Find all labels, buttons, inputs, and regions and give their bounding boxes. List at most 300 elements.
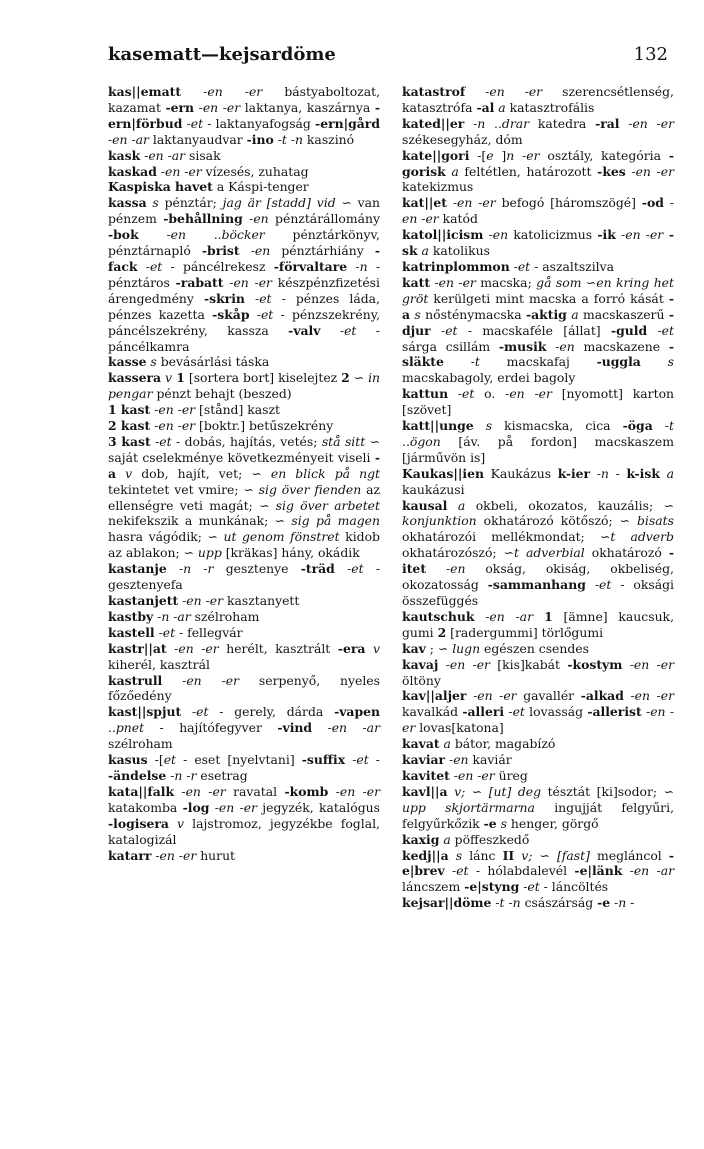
entry-segment: o. bbox=[474, 386, 506, 402]
entry-segment: ravatal bbox=[225, 783, 285, 799]
entry-segment: osztály, kategória bbox=[539, 147, 669, 163]
entry-segment: nősténymacska bbox=[420, 306, 526, 322]
entry-segment: ; bbox=[425, 640, 438, 656]
dictionary-entry bbox=[108, 418, 380, 434]
entry-segment: 1 bbox=[533, 608, 553, 624]
entry-segment: -förvaltare bbox=[273, 258, 348, 274]
entry-segment: -en -er bbox=[174, 783, 226, 799]
entry-segment: -en -er bbox=[622, 656, 675, 672]
entry-segment: -bok bbox=[108, 227, 139, 243]
entry-segment: katód bbox=[438, 211, 478, 227]
entry-segment: et bbox=[163, 752, 176, 768]
entry-segment: kaukázusi bbox=[402, 481, 465, 497]
entry-segment: ..pnet bbox=[108, 720, 145, 736]
entry-segment: -et bbox=[249, 306, 274, 322]
entry-segment: Kaukas||ien bbox=[402, 465, 485, 481]
entry-segment: -en bbox=[242, 211, 269, 227]
entry-segment: ∽ sig över fienden bbox=[243, 481, 362, 497]
entry-segment: székesegyház, dóm bbox=[402, 131, 523, 147]
entry-segment: - hólabdalevél bbox=[468, 863, 575, 879]
entry-segment: -öga bbox=[622, 418, 653, 434]
entry-segment: -en -er bbox=[466, 688, 517, 704]
entry-segment: - pénzes láda, pénzes kazetta bbox=[108, 290, 380, 322]
entry-segment: katarr bbox=[108, 847, 152, 863]
entry-segment: - aszaltszilva bbox=[530, 258, 615, 274]
entry-segment: katedra bbox=[529, 115, 596, 131]
entry-segment: -en bbox=[239, 243, 271, 259]
entry-segment: katasztrofális bbox=[505, 99, 595, 115]
entry-segment: kausal bbox=[402, 497, 448, 513]
entry-segment: a bbox=[439, 831, 451, 847]
entry-segment: s bbox=[410, 306, 421, 322]
entry-segment: -fack bbox=[108, 243, 380, 274]
dictionary-entry bbox=[402, 148, 674, 196]
dictionary-entry bbox=[108, 704, 380, 752]
entry-segment: jegyzék, katalógus bbox=[256, 799, 380, 815]
entry-segment: katt||unge bbox=[402, 418, 474, 434]
dictionary-entry bbox=[402, 259, 674, 275]
entry-segment: -en -er bbox=[150, 402, 196, 418]
entry-segment: a bbox=[417, 243, 429, 259]
entry-segment: -[ bbox=[469, 147, 487, 163]
entry-segment: lánc bbox=[462, 847, 503, 863]
entry-segment: -aktig bbox=[525, 306, 567, 322]
entry-segment: pöffeszkedő bbox=[450, 831, 530, 847]
dictionary-entry bbox=[402, 848, 674, 896]
entry-segment: -en -er bbox=[615, 227, 664, 243]
entry-segment: 2 bbox=[341, 370, 350, 386]
entry-segment: -gorisk bbox=[402, 147, 674, 179]
entry-segment: -et bbox=[647, 322, 674, 338]
dictionary-entry bbox=[402, 736, 674, 752]
entry-segment: katrinplommon bbox=[402, 258, 510, 274]
entry-segment: -släkte bbox=[402, 338, 674, 370]
entry-segment: -alleri bbox=[462, 704, 505, 720]
entry-segment: s bbox=[146, 354, 157, 370]
entry-segment: - hajítófegyver bbox=[144, 720, 278, 736]
entry-segment: - páncélrekesz bbox=[162, 258, 274, 274]
entry-segment: ∽ upp bbox=[183, 545, 222, 561]
entry-segment: -t ..ögon bbox=[402, 418, 674, 449]
entry-segment: pénztárhiány bbox=[270, 243, 375, 259]
entry-segment: készpénzfizetési árengedmény bbox=[108, 274, 380, 306]
entry-segment: -e|styng bbox=[464, 879, 520, 895]
entry-segment: öltöny bbox=[402, 672, 441, 688]
entry-segment: -n bbox=[610, 895, 627, 911]
entry-segment: kavitet bbox=[402, 767, 450, 783]
entry-segment: -itet bbox=[402, 545, 674, 577]
entry-segment: - bbox=[626, 895, 635, 911]
entry-segment: -en -ar bbox=[140, 147, 186, 163]
entry-segment: s bbox=[146, 195, 159, 211]
entry-segment: -en -er bbox=[449, 767, 495, 783]
dictionary-entry bbox=[108, 561, 380, 593]
entry-segment: - pénztáros bbox=[108, 258, 381, 290]
entry-segment: 2 bbox=[437, 624, 447, 640]
entry-segment: kaskad bbox=[108, 163, 157, 179]
dictionary-entry bbox=[402, 418, 674, 466]
entry-segment: hasra vágódik; bbox=[108, 529, 208, 545]
entry-segment: -et bbox=[154, 624, 176, 640]
entry-segment: ∽ en blick på ngt bbox=[251, 465, 381, 481]
entry-segment: kaszinó bbox=[302, 131, 355, 147]
entry-segment: -n -ar bbox=[153, 608, 191, 624]
entry-segment: [sortera bort] kiselejtez bbox=[184, 370, 342, 386]
entry-segment: v bbox=[116, 465, 133, 481]
entry-segment: e bbox=[486, 147, 494, 163]
entry-segment: ∽ lugn bbox=[437, 640, 481, 656]
entry-segment: [boktr.] betűszekrény bbox=[195, 418, 334, 434]
entry-segment: -era bbox=[337, 640, 366, 656]
entry-segment: -en -er bbox=[151, 847, 197, 863]
entry-segment: katolikus bbox=[428, 243, 490, 259]
dictionary-entry bbox=[108, 609, 380, 625]
entry-segment: -logisera bbox=[108, 815, 169, 831]
entry-segment: -en -er bbox=[162, 672, 239, 688]
entry-segment: kassa bbox=[108, 195, 147, 211]
entry-segment: -djur bbox=[402, 306, 674, 338]
entry-segment: -träd bbox=[300, 561, 335, 577]
entry-segment: -t -n bbox=[491, 895, 521, 911]
entry-segment: herélt, kasztrált bbox=[218, 640, 338, 656]
dictionary-entry bbox=[108, 593, 380, 609]
entry-segment: kavat bbox=[402, 736, 440, 752]
entry-segment: -n -r bbox=[166, 561, 214, 577]
entry-segment: okhatározói mellékmondat; bbox=[402, 529, 600, 545]
entry-segment: -en -er bbox=[623, 688, 674, 704]
entry-segment: bevásárlási táska bbox=[156, 354, 270, 370]
entry-segment: megláncol bbox=[589, 847, 669, 863]
entry-segment: -alkad bbox=[580, 688, 624, 704]
entry-segment: -od bbox=[641, 195, 664, 211]
entry-segment: láncszem bbox=[402, 879, 465, 895]
entry-segment: kastanje bbox=[108, 561, 167, 577]
entry-segment: -vind bbox=[277, 720, 313, 736]
left-column bbox=[108, 84, 380, 863]
dictionary-entry bbox=[402, 895, 674, 911]
entry-segment: serpenyő, nyeles főzőedény bbox=[108, 672, 380, 704]
entry-segment: -en -er bbox=[430, 274, 476, 290]
entry-segment: s bbox=[473, 418, 493, 434]
entry-segment: kerülgeti mint macska a forró kását bbox=[428, 290, 669, 306]
dictionary-entry bbox=[402, 784, 674, 832]
entry-segment: szélroham bbox=[190, 608, 260, 624]
entry-segment: s bbox=[496, 815, 507, 831]
page-number: 132 bbox=[633, 44, 668, 65]
entry-segment: -guld bbox=[610, 322, 648, 338]
entry-segment: kastrull bbox=[108, 672, 163, 688]
entry-segment: kassera bbox=[108, 370, 162, 386]
entry-segment: - páncélkamra bbox=[108, 322, 380, 354]
entry-segment: a bbox=[566, 306, 579, 322]
entry-segment: -et bbox=[181, 704, 209, 720]
entry-segment: katt bbox=[402, 274, 431, 290]
entry-segment: -musik bbox=[498, 338, 547, 354]
entry-segment: - laktanyafogság bbox=[203, 115, 316, 131]
entry-segment: ∽ sig över arbetet bbox=[259, 497, 380, 513]
entry-segment: -en -er bbox=[402, 195, 674, 227]
entry-segment: v bbox=[168, 815, 185, 831]
entry-segment: a Káspi-tenger bbox=[212, 179, 309, 195]
entry-segment: katastrof bbox=[402, 84, 466, 99]
entry-segment: ] bbox=[493, 147, 507, 163]
entry-segment: -en -er bbox=[156, 163, 202, 179]
entry-segment: kismacska, cica bbox=[492, 418, 623, 434]
entry-segment: - láncöltés bbox=[539, 879, 609, 895]
entry-segment: -et bbox=[137, 258, 163, 274]
entry-segment: kedj||a bbox=[402, 847, 449, 863]
entry-segment: -en -er bbox=[328, 783, 380, 799]
dictionary-entry bbox=[108, 195, 380, 354]
entry-segment: esetrag bbox=[196, 767, 248, 783]
entry-segment: -en -er bbox=[625, 163, 674, 179]
entry-segment: -sammanhang bbox=[487, 577, 586, 593]
entry-segment: saját cselekménye következményeit viseli bbox=[108, 449, 375, 465]
entry-segment: ∽ upp skjortärmarna bbox=[402, 783, 674, 815]
entry-segment: -kostym bbox=[567, 656, 623, 672]
entry-segment: ∽t adverb bbox=[599, 529, 674, 545]
entry-segment: - pénzszekrény, páncélszekrény, kassza bbox=[108, 306, 381, 338]
entry-segment: k-isk bbox=[626, 465, 660, 481]
entry-segment: dob, hajít, vet; bbox=[132, 465, 252, 481]
dictionary-entry bbox=[108, 625, 380, 641]
entry-segment: vízesés, zuhatag bbox=[201, 163, 309, 179]
entry-segment: gå som ∽en kring het gröt bbox=[402, 274, 674, 306]
entry-segment: -en bbox=[445, 752, 469, 768]
entry-segment: üreg bbox=[494, 767, 528, 783]
entry-segment: kastby bbox=[108, 608, 154, 624]
entry-segment: -ral bbox=[595, 115, 620, 131]
entry-segment: okság, okiság, okbeliség, okozatosság bbox=[402, 561, 674, 593]
entry-segment: kavalkád bbox=[402, 704, 463, 720]
entry-segment: -et bbox=[444, 863, 469, 879]
dictionary-entry bbox=[108, 752, 380, 784]
dictionary-entry bbox=[402, 498, 674, 609]
entry-segment: sisak bbox=[185, 147, 221, 163]
entry-segment: jag är [stadd] vid ∽ bbox=[222, 195, 352, 211]
entry-segment: kav bbox=[402, 640, 426, 656]
entry-segment: lajstromoz, jegyzékbe foglal, katalogizál bbox=[108, 815, 380, 847]
entry-segment: -n bbox=[590, 465, 609, 481]
entry-segment: -a bbox=[108, 449, 380, 481]
entry-segment: -brist bbox=[201, 243, 240, 259]
entry-segment: kated||er bbox=[402, 115, 465, 131]
entry-segment: -ern|förbud bbox=[108, 99, 380, 131]
entry-segment: -et bbox=[182, 115, 204, 131]
entry-segment: [áv. på fordon] macskaszem [járművön is] bbox=[402, 433, 674, 465]
entry-segment: -et bbox=[504, 704, 525, 720]
entry-segment: pénztárkönyv, pénztárnapló bbox=[108, 227, 380, 259]
entry-segment: ∽t adverbial bbox=[503, 545, 585, 561]
dictionary-entry bbox=[402, 386, 674, 418]
entry-segment: okbeli, okozatos, kauzális; bbox=[465, 497, 664, 513]
entry-segment: -rabatt bbox=[175, 274, 224, 290]
entry-segment: -behållning bbox=[163, 211, 243, 227]
entry-segment: -en -er bbox=[209, 799, 257, 815]
entry-segment: 1 bbox=[171, 370, 185, 386]
entry-segment: -en -er bbox=[194, 99, 241, 115]
entry-segment: -allerist bbox=[587, 704, 642, 720]
entry-segment: katol||icism bbox=[402, 227, 484, 243]
entry-segment: -en -er bbox=[150, 418, 196, 434]
entry-segment: [kis]kabát bbox=[489, 656, 568, 672]
entry-segment: kat||et bbox=[402, 195, 447, 211]
dictionary-entry bbox=[402, 657, 674, 689]
entry-segment: macskafaj bbox=[479, 354, 597, 370]
entry-segment: -en ..böcker bbox=[138, 227, 265, 243]
entry-segment: az ellenségre veti magát; bbox=[108, 481, 381, 513]
entry-segment: -en bbox=[546, 338, 575, 354]
dictionary-entry bbox=[402, 688, 674, 736]
entry-segment: bátor, magabízó bbox=[450, 736, 556, 752]
entry-segment: -et bbox=[345, 752, 369, 768]
dictionary-entry bbox=[108, 354, 380, 370]
dictionary-entry bbox=[108, 402, 380, 418]
entry-segment: szerencsétlenség, katasztrófa bbox=[402, 84, 674, 115]
entry-segment: -e|brev bbox=[402, 847, 674, 879]
entry-segment: s bbox=[448, 847, 463, 863]
entry-segment: pénztárállomány bbox=[268, 211, 381, 227]
entry-segment: ∽ sig på magen bbox=[274, 513, 380, 529]
entry-segment: kasztanyett bbox=[223, 593, 300, 608]
entry-segment: -uggla bbox=[596, 354, 641, 370]
entry-segment: stå sitt ∽ bbox=[321, 433, 381, 449]
entry-segment: -et bbox=[320, 322, 357, 338]
entry-segment: tekintetet vet vmire; bbox=[108, 481, 244, 497]
entry-segment: laktanyaudvar bbox=[148, 131, 247, 147]
entry-segment: katakomba bbox=[108, 799, 183, 815]
dictionary-entry bbox=[402, 195, 674, 227]
entry-segment: -[ bbox=[147, 752, 164, 768]
dictionary-entry bbox=[108, 848, 380, 864]
entry-segment: gesztenye bbox=[213, 561, 301, 577]
entry-segment: n -er bbox=[506, 147, 540, 163]
entry-segment: macskaszerű bbox=[578, 306, 669, 322]
dictionary-entry bbox=[402, 116, 674, 148]
entry-segment: nekifekszik a munkának; bbox=[108, 513, 275, 529]
entry-segment: - eset [nyelvtani] bbox=[176, 752, 302, 768]
entry-segment: kaviar bbox=[402, 752, 446, 768]
entry-segment: okhatározószó; bbox=[402, 545, 504, 561]
right-column bbox=[402, 84, 674, 911]
entry-segment: - dobás, hajítás, vetés; bbox=[171, 433, 322, 449]
entry-segment: kastr||at bbox=[108, 640, 167, 656]
entry-segment: -skrin bbox=[203, 290, 245, 306]
entry-segment: katekizmus bbox=[402, 179, 474, 195]
entry-segment: kavl||a bbox=[402, 783, 448, 799]
dictionary-entry bbox=[108, 164, 380, 180]
dictionary-entry bbox=[108, 148, 380, 164]
entry-segment: okhatározó kötőszó; bbox=[476, 513, 620, 529]
entry-segment: a bbox=[494, 99, 506, 115]
entry-segment: -et bbox=[430, 322, 458, 338]
entry-segment: császárság bbox=[520, 895, 598, 911]
dictionary-entry bbox=[402, 609, 674, 641]
entry-segment: -en -er bbox=[166, 640, 219, 656]
entry-segment: kaviár bbox=[468, 752, 512, 768]
entry-segment: -t bbox=[443, 354, 480, 370]
entry-segment: -log bbox=[182, 799, 210, 815]
entry-segment: -e|länk bbox=[574, 863, 623, 879]
entry-segment: -ino bbox=[246, 131, 274, 147]
dictionary-entry bbox=[402, 768, 674, 784]
entry-segment: -et bbox=[519, 879, 540, 895]
entry-segment: -komb bbox=[284, 783, 329, 799]
entry-segment: -ik bbox=[597, 227, 616, 243]
entry-segment: -vapen bbox=[334, 704, 381, 720]
entry-segment: sárga csillám bbox=[402, 338, 499, 354]
entry-segment: -en bbox=[483, 227, 509, 243]
entry-segment: kejsar||döme bbox=[402, 895, 492, 911]
entry-segment: kavaj bbox=[402, 656, 439, 672]
entry-segment: katolicizmus bbox=[508, 227, 598, 243]
entry-segment: kav||aljer bbox=[402, 688, 467, 704]
entry-segment: -ern bbox=[165, 99, 195, 115]
entry-segment: -en -er bbox=[402, 704, 675, 736]
entry-segment: lovasság bbox=[524, 704, 588, 720]
entry-segment: -sk bbox=[402, 227, 674, 259]
entry-segment: -en bbox=[426, 561, 466, 577]
dictionary-entry bbox=[108, 179, 380, 195]
entry-segment: -valv bbox=[288, 322, 321, 338]
entry-segment: v; ∽ [fast] bbox=[514, 847, 590, 863]
entry-segment: -en -er bbox=[181, 84, 263, 99]
entry-segment: macskabagoly, erdei bagoly bbox=[402, 370, 576, 386]
entry-segment: -en -er bbox=[178, 593, 223, 608]
entry-segment: a bbox=[447, 497, 466, 513]
entry-segment: hurut bbox=[196, 847, 236, 863]
entry-segment: v; ∽ [ut] deg bbox=[447, 783, 542, 799]
entry-segment: -e bbox=[483, 815, 497, 831]
page-header bbox=[108, 44, 668, 68]
entry-segment: kask bbox=[108, 147, 141, 163]
entry-segment: -en -er bbox=[619, 115, 674, 131]
entry-segment: tésztát [ki]sodor; bbox=[541, 783, 664, 799]
entry-segment: pénzt behajt (beszed) bbox=[152, 386, 292, 402]
entry-segment: kast||spjut bbox=[108, 704, 182, 720]
entry-segment: kattun bbox=[402, 386, 449, 402]
entry-segment: 2 kast bbox=[108, 418, 151, 434]
entry-segment: a bbox=[659, 465, 675, 481]
entry-segment: s bbox=[640, 354, 674, 370]
entry-segment: -et bbox=[244, 290, 272, 306]
entry-segment: [ämne] kaucsuk, gumi bbox=[402, 608, 675, 640]
entry-segment: 3 kast bbox=[108, 433, 151, 449]
entry-segment: [nyomott] karton [szövet] bbox=[402, 386, 675, 418]
entry-segment: -et bbox=[150, 433, 172, 449]
entry-segment: henger, görgő bbox=[506, 815, 599, 831]
entry-segment: kasse bbox=[108, 354, 147, 370]
entry-segment: -ändelse bbox=[108, 767, 167, 783]
entry-segment: kastanjett bbox=[108, 593, 179, 608]
entry-segment: befogó [háromszögé] bbox=[495, 195, 642, 211]
entry-segment: - fellegvár bbox=[175, 624, 243, 640]
entry-segment: -en -er bbox=[223, 274, 272, 290]
entry-segment: - macskaféle [állat] bbox=[457, 322, 611, 338]
entry-segment: pénztár; bbox=[158, 195, 223, 211]
entry-segment: laktanya, kaszárnya bbox=[240, 99, 375, 115]
entry-segment: gavallér bbox=[516, 688, 581, 704]
entry-segment: -en -ar bbox=[108, 131, 149, 147]
entry-segment: kautschuk bbox=[402, 608, 475, 624]
dictionary-entry bbox=[108, 784, 380, 848]
entry-segment: egészen csendes bbox=[480, 640, 589, 656]
entry-segment: -n -r bbox=[166, 767, 197, 783]
entry-segment: 1 kast bbox=[108, 402, 151, 418]
entry-segment: -a bbox=[402, 290, 674, 322]
entry-segment: kasus bbox=[108, 752, 148, 768]
entry-segment: kata||falk bbox=[108, 783, 175, 799]
